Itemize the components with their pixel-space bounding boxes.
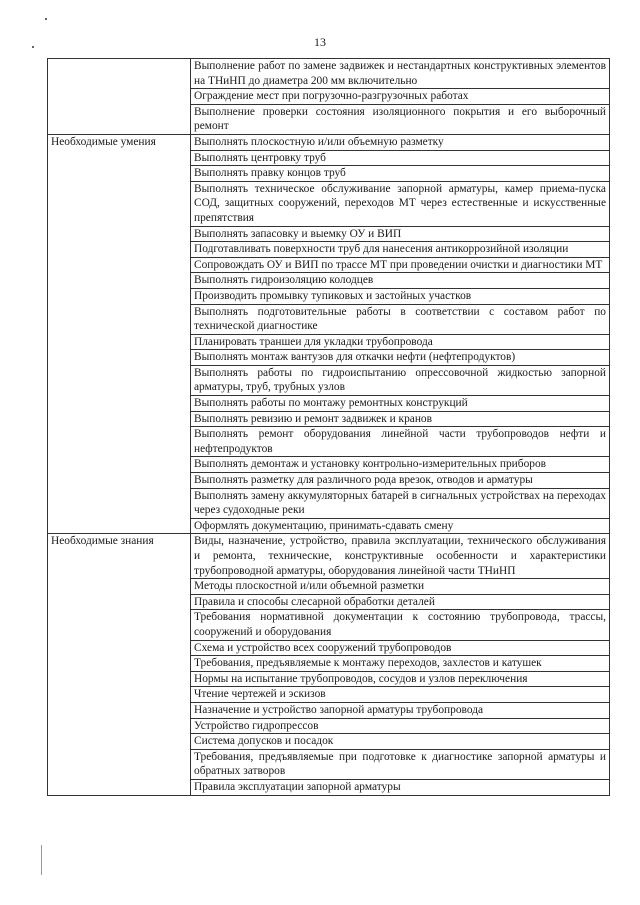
requirement-cell: Выполнять разметку для различного рода врезок, отводов и арматуры bbox=[191, 473, 610, 489]
requirement-cell: Сопровождать ОУ и ВИП по трассе МТ при проведении очистки и диагностики МТ bbox=[191, 257, 610, 273]
requirement-cell: Оформлять документацию, принимать-сдавать смену bbox=[191, 518, 610, 534]
requirement-cell: Выполнять демонтаж и установку контрольно-измерительных приборов bbox=[191, 457, 610, 473]
requirement-cell: Требования, предъявляемые при подготовке к диагностике запорной арматуры и обратных затворов bbox=[191, 749, 610, 779]
requirement-cell: Выполнять монтаж вантузов для откачки нефти (нефтепродуктов) bbox=[191, 350, 610, 366]
table-row bbox=[48, 534, 610, 579]
requirement-cell: Требования, предъявляемые к монтажу переходов, захлестов и катушек bbox=[191, 656, 610, 672]
requirement-cell: Выполнение работ по замене задвижек и нестандартных конструктивных элементов на ТНиНП до диаметра 200 мм включительно bbox=[191, 59, 610, 89]
requirement-cell: Выполнять правку концов труб bbox=[191, 166, 610, 182]
requirement-cell: Выполнять центровку труб bbox=[191, 150, 610, 166]
requirement-cell: Методы плоскостной и/или объемной разметки bbox=[191, 579, 610, 595]
requirement-cell: Выполнять техническое обслуживание запорной арматуры, камер приема-пуска СОД, защитных сооружений, переходов МТ через естественные и искусственные препятствия bbox=[191, 181, 610, 226]
requirement-cell: Нормы на испытание трубопроводов, сосудов и узлов переключения bbox=[191, 671, 610, 687]
page-number: 13 bbox=[314, 35, 326, 49]
requirement-cell: Чтение чертежей и эскизов bbox=[191, 687, 610, 703]
requirement-cell: Выполнение проверки состояния изоляционного покрытия и его выборочный ремонт bbox=[191, 104, 610, 134]
requirement-cell: Выполнять запасовку и выемку ОУ и ВИП bbox=[191, 226, 610, 242]
requirement-cell: Подготавливать поверхности труб для нанесения антикоррозийной изоляции bbox=[191, 242, 610, 258]
requirement-cell: Выполнять замену аккумуляторных батарей в сигнальных устройствах на переходах через судоходные реки bbox=[191, 488, 610, 518]
requirement-cell: Выполнять ревизию и ремонт задвижек и кранов bbox=[191, 411, 610, 427]
requirement-cell: Правила и способы слесарной обработки деталей bbox=[191, 594, 610, 610]
requirement-cell: Ограждение мест при погрузочно-разгрузочных работах bbox=[191, 89, 610, 105]
competency-table bbox=[47, 58, 610, 796]
category-cell: Необходимые знания bbox=[48, 534, 191, 795]
requirement-cell: Виды, назначение, устройство, правила эксплуатации, технического обслуживания и ремонта, технические, конструктивные особенности и характеристики трубопроводной арматуры, оборудования линейной части ТНиНП bbox=[191, 534, 610, 579]
requirement-cell: Система допусков и посадок bbox=[191, 734, 610, 750]
table-row bbox=[48, 59, 610, 89]
requirement-cell: Устройство гидропрессов bbox=[191, 718, 610, 734]
binding-mark bbox=[41, 845, 42, 875]
requirement-cell: Схема и устройство всех сооружений трубопроводов bbox=[191, 640, 610, 656]
category-cell: Необходимые умения bbox=[48, 134, 191, 533]
requirement-cell: Выполнять гидроизоляцию колодцев bbox=[191, 273, 610, 289]
category-cell bbox=[48, 59, 191, 135]
requirement-cell: Выполнять работы по монтажу ремонтных конструкций bbox=[191, 396, 610, 412]
requirement-cell: Выполнять работы по гидроиспытанию опрессовочной жидкостью запорной арматуры, труб, трубных узлов bbox=[191, 365, 610, 395]
scan-speck bbox=[45, 18, 47, 20]
requirement-cell: Планировать траншеи для укладки трубопровода bbox=[191, 334, 610, 350]
requirement-cell: Выполнять подготовительные работы в соответствии с составом работ по технической диагностике bbox=[191, 304, 610, 334]
requirement-cell: Требования нормативной документации к состоянию трубопровода, трассы, сооружений и оборудования bbox=[191, 610, 610, 640]
requirement-cell: Назначение и устройство запорной арматуры трубопровода bbox=[191, 702, 610, 718]
requirement-cell: Выполнять плоскостную и/или объемную разметку bbox=[191, 134, 610, 150]
requirement-cell: Производить промывку тупиковых и застойных участков bbox=[191, 288, 610, 304]
requirement-cell: Выполнять ремонт оборудования линейной части трубопроводов нефти и нефтепродуктов bbox=[191, 427, 610, 457]
table-row bbox=[48, 134, 610, 150]
requirement-cell: Правила эксплуатации запорной арматуры bbox=[191, 779, 610, 795]
